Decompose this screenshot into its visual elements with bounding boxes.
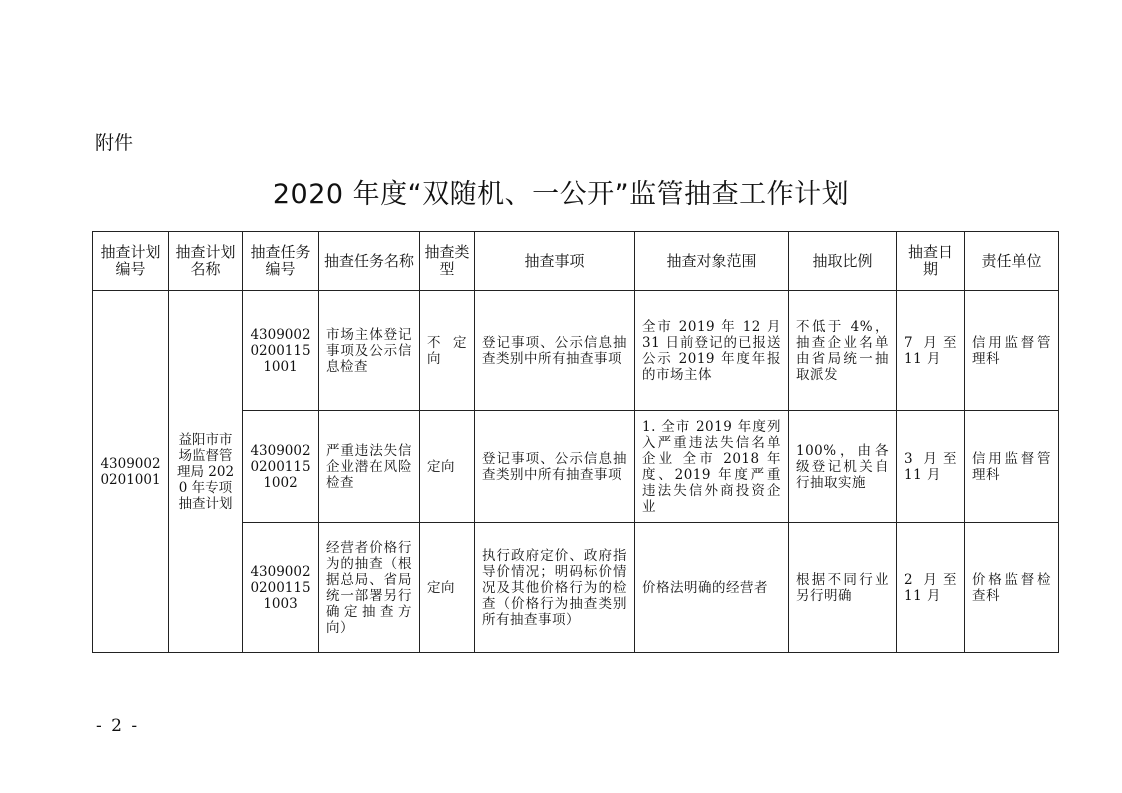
ratio-cell: 100%，由各级登记机关自行抽取实施: [789, 411, 897, 523]
plan-name-cell: 益阳市市场监督管理局 2020 年专项抽查计划: [169, 291, 243, 653]
items-cell: 登记事项、公示信息抽查类别中所有抽查事项: [475, 411, 635, 523]
table-row: [93, 291, 1059, 411]
task-name-cell: 严重违法失信企业潜在风险检查: [319, 411, 420, 523]
type-cell: 定向: [420, 411, 475, 523]
plan-number-cell: 4309002 0201001: [93, 291, 169, 653]
inspection-plan-table: [92, 231, 1059, 653]
header-task-name: 抽查任务名称: [319, 232, 420, 291]
header-scope: 抽查对象范围: [635, 232, 789, 291]
page-number: - 2 -: [96, 716, 140, 736]
ratio-cell: 不低于 4%，抽查企业名单由省局统一抽取派发: [789, 291, 897, 411]
attachment-label: 附件: [95, 132, 134, 154]
items-cell: 执行政府定价、政府指导价情况；明码标价情况及其他价格行为的检查（价格行为抽查类别所有抽查事项）: [475, 523, 635, 653]
unit-cell: 价格监督检查科: [965, 523, 1059, 653]
header-items: 抽查事项: [475, 232, 635, 291]
date-cell: 3 月至 11 月: [897, 411, 965, 523]
header-plan-number: 抽查计划编号: [93, 232, 169, 291]
type-cell: 定向: [420, 523, 475, 653]
header-ratio: 抽取比例: [789, 232, 897, 291]
header-type: 抽查类型: [420, 232, 475, 291]
ratio-cell: 根据不同行业另行明确: [789, 523, 897, 653]
header-task-number: 抽查任务编号: [243, 232, 319, 291]
date-cell: 2 月至 11 月: [897, 523, 965, 653]
task-number-cell: 4309002 0200115 1003: [243, 523, 319, 653]
unit-cell: 信用监督管理科: [965, 411, 1059, 523]
task-number-cell: 4309002 0200115 1002: [243, 411, 319, 523]
date-cell: 7 月至 11 月: [897, 291, 965, 411]
scope-cell: 价格法明确的经营者: [635, 523, 789, 653]
task-name-cell: 市场主体登记事项及公示信息检查: [319, 291, 420, 411]
task-number-cell: 4309002 0200115 1001: [243, 291, 319, 411]
task-name-cell: 经营者价格行为的抽查（根据总局、省局统一部署另行确定抽查方向）: [319, 523, 420, 653]
type-cell: 不定向: [420, 291, 475, 411]
scope-cell: 全市 2019 年 12 月 31 日前登记的已报送公示 2019 年度年报的市场主体: [635, 291, 789, 411]
table-header-row: [93, 232, 1059, 291]
unit-cell: 信用监督管理科: [965, 291, 1059, 411]
items-cell: 登记事项、公示信息抽查类别中所有抽查事项: [475, 291, 635, 411]
page-title: 2020 年度“双随机、一公开”监管抽查工作计划: [272, 179, 850, 210]
scope-cell: 1. 全市 2019 年度列入严重违法失信名单企业 全市 2018 年度、2019 年度严重违法失信外商投资企业: [635, 411, 789, 523]
header-date: 抽查日期: [897, 232, 965, 291]
header-plan-name: 抽查计划名称: [169, 232, 243, 291]
header-unit: 责任单位: [965, 232, 1059, 291]
